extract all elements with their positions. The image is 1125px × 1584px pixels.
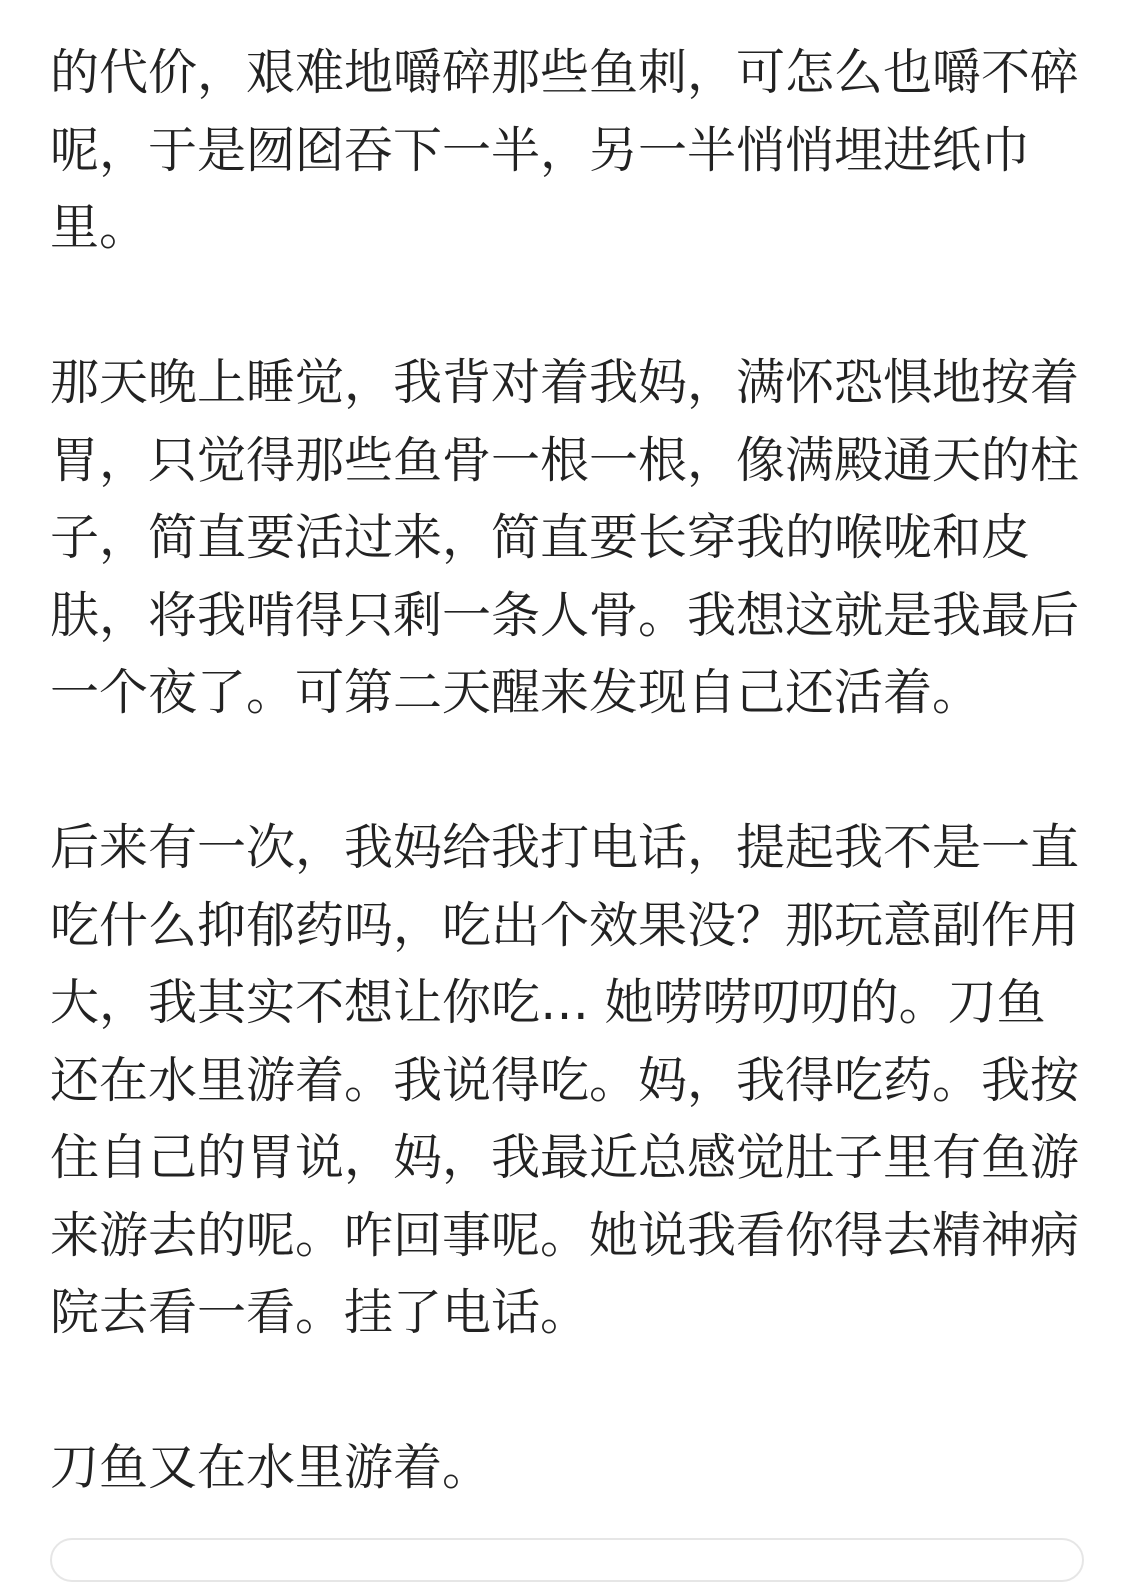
text-line: 那天晚上睡觉，我背对着我妈，满怀恐惧地按着 bbox=[50, 354, 1080, 411]
text-line: 肤，将我啃得只剩一条人骨。我想这就是我最后 bbox=[50, 586, 1080, 644]
paragraph-1 bbox=[50, 34, 1090, 267]
text-line: 后来有一次，我妈给我打电话，提起我不是一直 bbox=[50, 819, 1080, 876]
text-line: 的代价，艰难地嚼碎那些鱼刺，可怎么也嚼不碎 bbox=[50, 44, 1080, 101]
text-line: 吃什么抑郁药吗，吃出个效果没？那玩意副作用 bbox=[50, 896, 1080, 954]
text-line: 刀鱼又在水里游着。 bbox=[50, 1439, 492, 1496]
text-line: 院去看一看。挂了电话。 bbox=[50, 1284, 590, 1341]
text-line: 呢，于是囫囵吞下一半，另一半悄悄埋进纸巾 bbox=[50, 121, 1031, 179]
text-line: 来游去的呢。咋回事呢。她说我看你得去精神病 bbox=[50, 1206, 1080, 1264]
text-line: 里。 bbox=[50, 199, 149, 256]
text-line: 子，简直要活过来，简直要长穿我的喉咙和皮 bbox=[50, 509, 1031, 566]
text-line: 住自己的胃说，妈，我最近总感觉肚子里有鱼游 bbox=[50, 1129, 1080, 1186]
text-line: 还在水里游着。我说得吃。妈，我得吃药。我按 bbox=[50, 1051, 1080, 1109]
text-line: 一个夜了。可第二天醒来发现自己还活着。 bbox=[50, 664, 982, 721]
next-content-card bbox=[50, 1538, 1084, 1582]
text-line: 大，我其实不想让你吃… 她唠唠叨叨的。刀鱼 bbox=[50, 974, 1046, 1031]
paragraph-2 bbox=[50, 344, 1090, 732]
paragraph-3 bbox=[50, 809, 1090, 1352]
article-body bbox=[50, 34, 1090, 1584]
text-line: 胃，只觉得那些鱼骨一根一根，像满殿通天的柱 bbox=[50, 431, 1080, 489]
paragraph-4 bbox=[50, 1429, 1090, 1507]
